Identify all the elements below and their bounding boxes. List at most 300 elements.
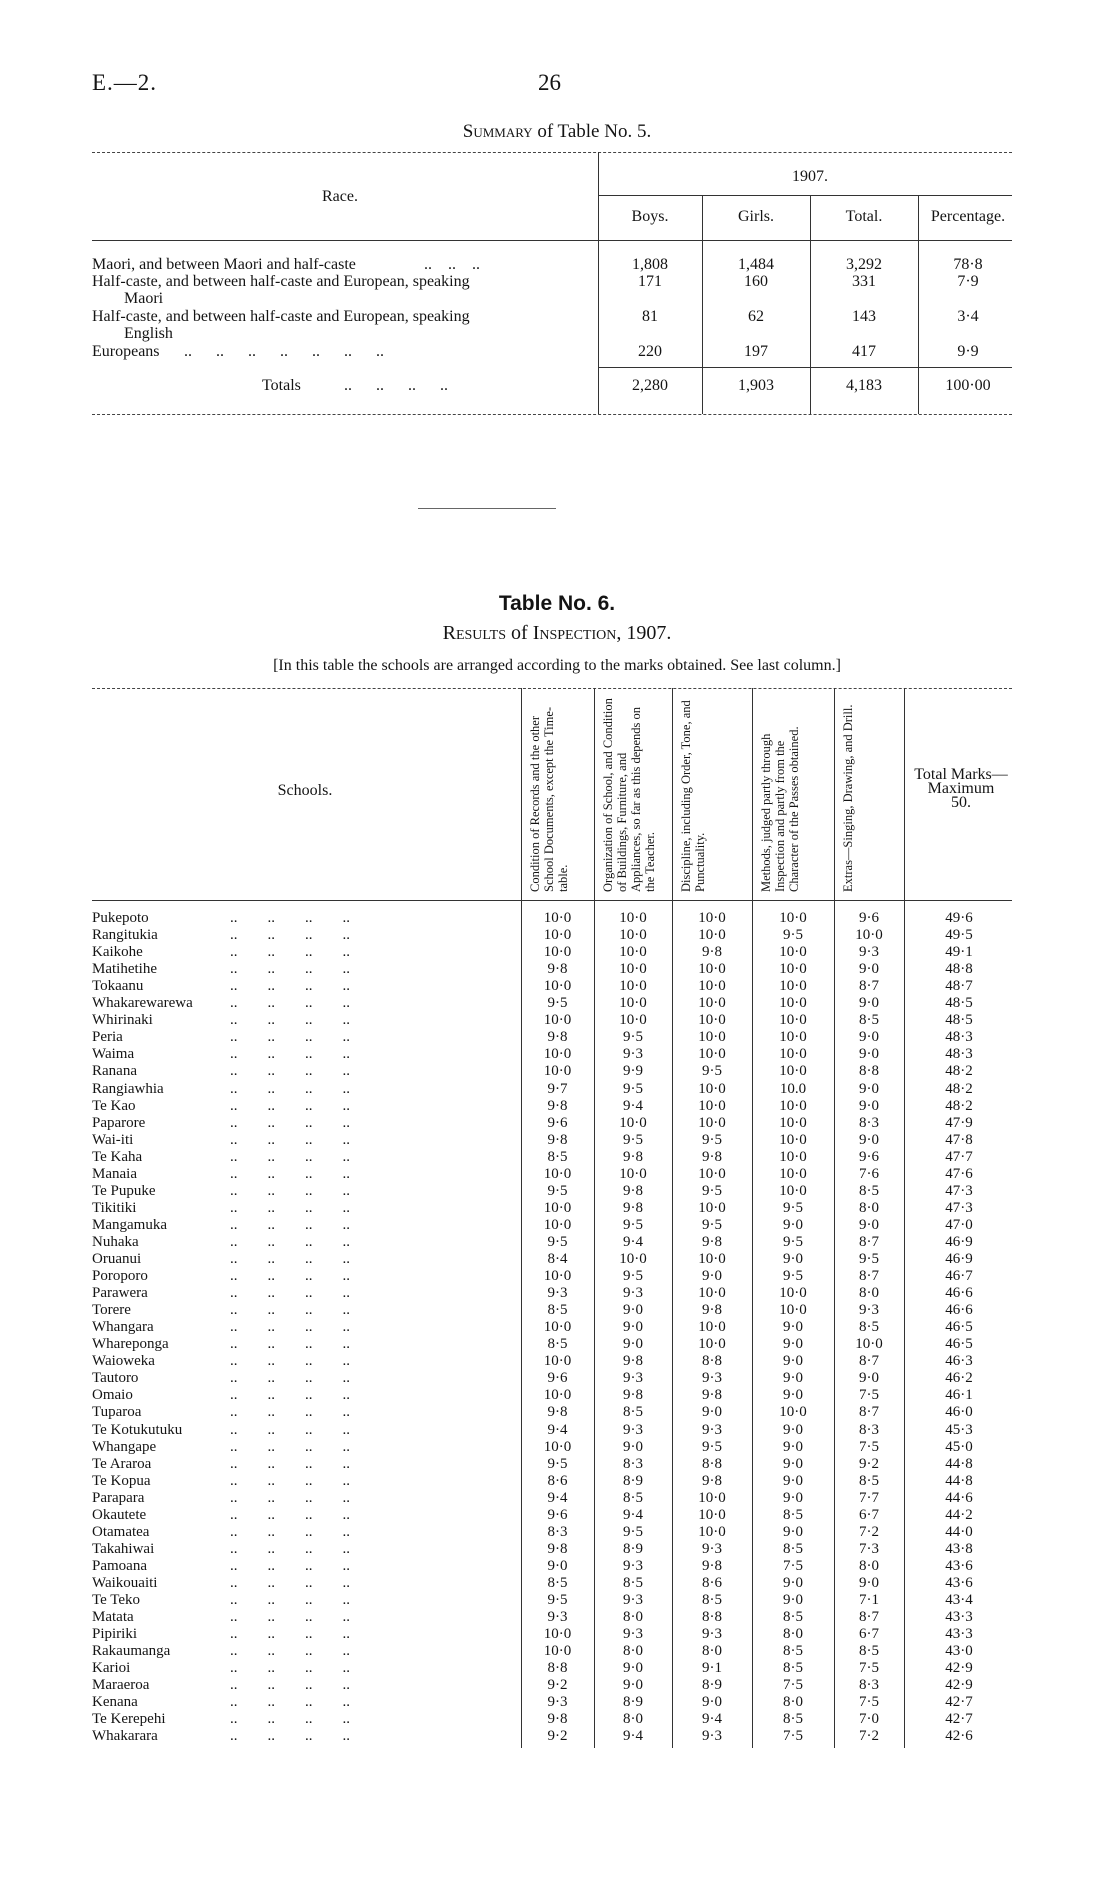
leader-dots: .. .. .. ..	[230, 1557, 350, 1574]
mark-value: 47·9	[945, 1114, 973, 1131]
mark-value: 10·0	[543, 1012, 572, 1029]
table-row	[0, 961, 1114, 978]
mark-value: 10·0	[543, 1353, 572, 1370]
school-name: Peria	[92, 1029, 123, 1046]
table-row	[0, 1251, 1114, 1268]
mark-value: 8·5	[702, 1592, 722, 1608]
mark-value: 48·3	[945, 1046, 973, 1063]
mark-value: 46·9	[945, 1251, 973, 1267]
mark-value: 8·5	[547, 1574, 568, 1591]
table-row	[0, 1268, 1114, 1285]
mark-value: 8·3	[859, 1114, 879, 1131]
mark-value: 10·0	[619, 1251, 647, 1267]
mark-value: 42·9	[945, 1660, 973, 1677]
mark-value: 10·0	[779, 1148, 807, 1165]
table-row	[0, 927, 1114, 944]
mark-value: 9·5	[702, 1063, 722, 1080]
mark-value: 9·0	[702, 1694, 722, 1711]
table6-header-rule	[92, 900, 1012, 901]
school-name: Waioweka	[92, 1353, 155, 1370]
school-name: Kenana	[92, 1694, 138, 1711]
school-name: Te Kaha	[92, 1148, 143, 1165]
mark-value: 48·3	[945, 1029, 973, 1046]
mark-value: 10·0	[543, 1438, 572, 1455]
mark-value: 9·5	[623, 1080, 643, 1097]
mark-value: 42·7	[945, 1694, 973, 1711]
mark-value: 8·0	[783, 1626, 803, 1643]
mark-value: 46·0	[945, 1404, 973, 1421]
mark-value: 8·0	[623, 1643, 643, 1660]
school-name: Ranana	[92, 1063, 137, 1080]
mark-value: 42·6	[945, 1728, 973, 1745]
mark-value: 9·3	[623, 1626, 643, 1643]
school-name: Te Kerepehi	[92, 1711, 166, 1728]
leader-dots: .. .. .. ..	[230, 910, 350, 926]
mark-value: 7·3	[859, 1540, 879, 1557]
table-row	[0, 1575, 1114, 1592]
mark-value: 10·0	[543, 1199, 572, 1216]
mark-value: 9·3	[623, 1285, 643, 1302]
mark-value: 9·0	[783, 1438, 803, 1455]
school-name: Whangape	[92, 1438, 157, 1455]
mark-value: 46·5	[945, 1319, 973, 1336]
mark-value: 8·8	[702, 1609, 722, 1626]
table-row	[0, 1149, 1114, 1166]
school-name: Whakarara	[92, 1728, 158, 1745]
leader-dots: .. .. .. ..	[230, 1319, 350, 1336]
mark-value: 8·5	[547, 1302, 568, 1319]
leader-dots: .. .. .. ..	[230, 1012, 350, 1029]
mark-value: 8·7	[859, 1268, 879, 1285]
mark-value: 9·3	[547, 1609, 568, 1626]
mark-value: 10·0	[779, 1404, 807, 1421]
mark-value: 9·0	[859, 995, 879, 1012]
school-name: Nuhaka	[92, 1233, 139, 1250]
summary-bottom-rule	[92, 414, 1012, 415]
mark-value: 9·5	[547, 995, 568, 1012]
leader-dots: .. .. .. ..	[230, 1216, 350, 1233]
mark-value: 8·3	[547, 1523, 568, 1540]
mark-value: 10·0	[543, 910, 572, 926]
table-row	[0, 1081, 1114, 1098]
mark-value: 8·4	[547, 1251, 568, 1267]
mark-value: 10·0	[698, 1251, 726, 1267]
leader-dots: .. .. .. ..	[230, 1080, 350, 1097]
mark-value: 10·0	[698, 910, 726, 926]
school-name: Whakarewarewa	[92, 995, 193, 1012]
mark-value: 8·3	[859, 1421, 879, 1438]
school-name: Tautoro	[92, 1370, 139, 1387]
mark-value: 10·0	[779, 1182, 807, 1199]
school-name: Paparore	[92, 1114, 146, 1131]
school-name: Rangiawhia	[92, 1080, 164, 1097]
mark-value: 9·5	[547, 1182, 568, 1199]
mark-value: 9·0	[783, 1387, 803, 1404]
table-row	[0, 1098, 1114, 1115]
mark-value: 9·5	[783, 1199, 803, 1216]
mark-value: 47·7	[945, 1148, 973, 1165]
mark-value: 9·8	[547, 1029, 568, 1046]
leader-dots: .. .. .. ..	[230, 1421, 350, 1438]
mark-value: 9·0	[783, 1574, 803, 1591]
leader-dots: .. .. .. ..	[230, 1353, 350, 1370]
mark-value: 9·0	[859, 1216, 879, 1233]
mark-value: 10·0	[698, 1114, 726, 1131]
mark-value: 9·0	[702, 1404, 722, 1421]
mark-value: 9·0	[702, 1268, 722, 1285]
table-row	[0, 1183, 1114, 1200]
leader-dots: .. .. .. ..	[230, 961, 350, 978]
mark-value: 47·8	[945, 1131, 973, 1148]
table6-top-rule	[92, 688, 1012, 689]
mark-value: 8·9	[623, 1540, 643, 1557]
mark-value: 10·0	[698, 927, 726, 944]
mark-value: 9·8	[547, 1097, 568, 1114]
mark-value: 8·5	[623, 1404, 643, 1421]
mark-value: 10·0	[698, 1165, 726, 1182]
mark-value: 10·0	[779, 1114, 807, 1131]
mark-value: 43·8	[945, 1540, 973, 1557]
mark-value: 43·6	[945, 1557, 973, 1574]
summary-title-caps: Summary	[462, 121, 533, 142]
mark-value: 9·3	[623, 1421, 643, 1438]
school-name: Te Pupuke	[92, 1182, 156, 1199]
mark-value: 9·0	[783, 1353, 803, 1370]
mark-value: 9·0	[783, 1216, 803, 1233]
mark-value: 10·0	[543, 1268, 572, 1285]
section-separator	[418, 508, 556, 509]
leader-dots: .. .. .. ..	[230, 1728, 350, 1745]
mark-value: 47·0	[945, 1216, 973, 1233]
mark-value: 10·0	[698, 1319, 726, 1336]
school-name: Takahiwai	[92, 1540, 155, 1557]
mark-value: 9·0	[783, 1472, 803, 1489]
mark-value: 44·0	[945, 1523, 973, 1540]
mark-value: 8·8	[702, 1455, 722, 1472]
mark-value: 10·0	[698, 995, 726, 1012]
mark-value: 10.0	[779, 1080, 807, 1097]
mark-value: 9·8	[547, 961, 568, 978]
table-row	[0, 1285, 1114, 1302]
mark-value: 9·0	[623, 1302, 643, 1319]
mark-value: 10·0	[779, 978, 807, 995]
leader-dots: .. .. .. ..	[230, 1233, 350, 1250]
mark-value: 8·5	[623, 1489, 643, 1506]
mark-value: 10·0	[779, 995, 807, 1012]
mark-value: 9·0	[783, 1370, 803, 1387]
mark-value: 10·0	[619, 1114, 647, 1131]
mark-value: 10·0	[698, 1012, 726, 1029]
mark-value: 9·8	[623, 1199, 643, 1216]
table-row	[0, 1643, 1114, 1660]
leader-dots: .. .. .. ..	[230, 1677, 350, 1694]
school-name: Tuparoa	[92, 1404, 142, 1421]
school-name: Oruanui	[92, 1251, 142, 1267]
mark-value: 49·6	[945, 910, 973, 926]
table-row	[0, 1439, 1114, 1456]
table-row	[0, 1456, 1114, 1473]
mark-value: 7·6	[859, 1165, 879, 1182]
mark-value: 10·0	[855, 927, 883, 944]
mark-value: 10·0	[619, 978, 647, 995]
mark-value: 8·9	[623, 1694, 643, 1711]
school-name: Torere	[92, 1302, 131, 1319]
mark-value: 9·8	[547, 1404, 568, 1421]
mark-value: 9·6	[547, 1114, 568, 1131]
mark-value: 9·8	[623, 1182, 643, 1199]
mark-value: 49·5	[945, 927, 973, 944]
mark-value: 9·3	[859, 944, 879, 961]
leader-dots: .. .. .. ..	[230, 1540, 350, 1557]
mark-value: 9·0	[859, 1574, 879, 1591]
mark-value: 9·3	[702, 1728, 722, 1745]
mark-value: 9·0	[859, 961, 879, 978]
mark-value: 8·5	[783, 1660, 803, 1677]
table-row	[0, 1012, 1114, 1029]
leader-dots: .. .. .. ..	[230, 1472, 350, 1489]
mark-value: 9·2	[859, 1455, 879, 1472]
mark-value: 9·3	[623, 1046, 643, 1063]
mark-value: 10·0	[779, 1131, 807, 1148]
summary-year: 1907.	[792, 168, 828, 185]
leader-dots: .. .. .. ..	[230, 1506, 350, 1523]
school-name: Rangitukia	[92, 927, 158, 944]
table-row	[0, 1029, 1114, 1046]
school-name: Rakaumanga	[92, 1643, 171, 1660]
mark-value: 8·8	[859, 1063, 879, 1080]
mark-value: 9·5	[547, 1233, 568, 1250]
leader-dots: .. .. .. ..	[230, 1609, 350, 1626]
table6-col-extras: Extras—Singing, Drawing, and Drill.	[841, 704, 855, 892]
leader-dots: .. .. .. ..	[230, 1097, 350, 1114]
mark-value: 9·8	[702, 1233, 722, 1250]
mark-value: 9·4	[623, 1097, 643, 1114]
mark-value: 9·3	[702, 1540, 722, 1557]
mark-value: 9·8	[702, 1302, 722, 1319]
table-row	[0, 1541, 1114, 1558]
mark-value: 10·0	[543, 978, 572, 995]
mark-value: 9·0	[623, 1438, 643, 1455]
mark-value: 9·0	[783, 1336, 803, 1353]
leader-dots: .. .. .. ..	[230, 1336, 350, 1353]
report-code: E.—2.	[92, 70, 158, 95]
mark-value: 7·2	[859, 1523, 879, 1540]
table-row	[0, 1217, 1114, 1234]
summary-year-rule	[598, 195, 1012, 196]
mark-value: 10·0	[779, 1029, 807, 1046]
mark-value: 7·1	[859, 1592, 879, 1608]
summary-title	[0, 121, 1114, 143]
mark-value: 8·0	[859, 1557, 879, 1574]
leader-dots: .. .. .. ..	[230, 1285, 350, 1302]
mark-value: 8·8	[547, 1660, 568, 1677]
mark-value: 9·8	[547, 1540, 568, 1557]
mark-value: 9·3	[702, 1421, 722, 1438]
mark-value: 10·0	[619, 995, 647, 1012]
mark-value: 9·6	[859, 1148, 879, 1165]
mark-value: 10·0	[698, 1080, 726, 1097]
table6-col-schools: Schools.	[277, 782, 333, 799]
mark-value: 9·5	[623, 1029, 643, 1046]
school-name: Maraeroa	[92, 1677, 150, 1694]
mark-value: 42·7	[945, 1711, 973, 1728]
mark-value: 9·8	[623, 1387, 643, 1404]
mark-value: 9·0	[547, 1557, 568, 1574]
mark-value: 48·2	[945, 1097, 973, 1114]
school-name: Okautete	[92, 1506, 147, 1523]
mark-value: 44·8	[945, 1455, 973, 1472]
mark-value: 44·8	[945, 1472, 973, 1489]
table-row	[0, 1046, 1114, 1063]
mark-value: 8·5	[859, 1012, 879, 1029]
school-name: Tikitiki	[92, 1199, 137, 1216]
mark-value: 8·0	[623, 1609, 643, 1626]
mark-value: 10·0	[619, 1012, 647, 1029]
mark-value: 43·4	[945, 1592, 973, 1608]
mark-value: 9·5	[623, 1216, 643, 1233]
mark-value: 9·0	[623, 1336, 643, 1353]
mark-value: 10·0	[698, 1029, 726, 1046]
mark-value: 10·0	[543, 1319, 572, 1336]
mark-value: 9·0	[859, 1097, 879, 1114]
mark-value: 9·4	[547, 1489, 568, 1506]
mark-value: 9·3	[702, 1370, 722, 1387]
school-name: Whareponga	[92, 1336, 169, 1353]
mark-value: 10·0	[543, 927, 572, 944]
mark-value: 49·1	[945, 944, 973, 961]
school-name: Matata	[92, 1609, 134, 1626]
mark-value: 43·0	[945, 1643, 973, 1660]
summary-col-boys: Boys.	[631, 208, 669, 225]
table-row	[0, 1490, 1114, 1507]
mark-value: 10·0	[619, 927, 647, 944]
mark-value: 10·0	[698, 1506, 726, 1523]
school-name: Manaia	[92, 1165, 137, 1182]
mark-value: 46·1	[945, 1387, 973, 1404]
leader-dots: .. .. .. ..	[230, 1046, 350, 1063]
mark-value: 9·5	[702, 1182, 722, 1199]
mark-value: 10·0	[779, 1302, 807, 1319]
mark-value: 48·7	[945, 978, 973, 995]
school-name: Pukepoto	[92, 910, 149, 926]
mark-value: 9·0	[623, 1319, 643, 1336]
mark-value: 48·2	[945, 1063, 973, 1080]
leader-dots: .. .. .. ..	[230, 1063, 350, 1080]
mark-value: 10·0	[543, 1216, 572, 1233]
school-name: Parawera	[92, 1285, 148, 1302]
mark-value: 9·4	[702, 1711, 722, 1728]
school-name: Parapara	[92, 1489, 145, 1506]
leader-dots: .. .. .. ..	[230, 1370, 350, 1387]
mark-value: 9·8	[623, 1353, 643, 1370]
mark-value: 48·8	[945, 961, 973, 978]
mark-value: 46·6	[945, 1302, 973, 1319]
mark-value: 8·7	[859, 1233, 879, 1250]
table-row	[0, 1507, 1114, 1524]
table-row	[0, 1677, 1114, 1694]
mark-value: 10·0	[543, 1063, 572, 1080]
mark-value: 8·5	[623, 1574, 643, 1591]
summary-col-total: Total.	[845, 208, 883, 225]
leader-dots: .. .. .. ..	[230, 1660, 350, 1677]
school-name: Te Kopua	[92, 1472, 151, 1489]
mark-value: 9·0	[783, 1251, 803, 1267]
mark-value: 9·5	[702, 1216, 722, 1233]
mark-value: 46·5	[945, 1336, 973, 1353]
mark-value: 8·0	[859, 1199, 879, 1216]
mark-value: 46·3	[945, 1353, 973, 1370]
mark-value: 9·5	[702, 1131, 722, 1148]
mark-value: 9·0	[783, 1592, 803, 1608]
table-row	[0, 1609, 1114, 1626]
mark-value: 9·8	[702, 944, 722, 961]
mark-value: 9·3	[547, 1694, 568, 1711]
leader-dots: .. .. .. ..	[230, 1302, 350, 1319]
mark-value: 9·0	[623, 1660, 643, 1677]
mark-value: 9·0	[859, 1370, 879, 1387]
mark-value: 10·0	[855, 1336, 883, 1353]
mark-value: 44·2	[945, 1506, 973, 1523]
mark-value: 43·3	[945, 1609, 973, 1626]
table-row	[0, 1353, 1114, 1370]
mark-value: 7·5	[859, 1694, 879, 1711]
mark-value: 9·5	[547, 1592, 568, 1608]
summary-col-race: Race.	[322, 188, 358, 205]
mark-value: 45·3	[945, 1421, 973, 1438]
leader-dots: .. .. .. ..	[230, 1592, 350, 1608]
table-row	[0, 1200, 1114, 1217]
school-name: Te Teko	[92, 1592, 141, 1608]
summary-title-rest: of Table No. 5.	[537, 121, 652, 142]
mark-value: 9·5	[623, 1268, 643, 1285]
mark-value: 10·0	[698, 1336, 726, 1353]
summary-top-rule	[92, 152, 1012, 153]
summary-col-girls: Girls.	[738, 208, 774, 225]
mark-value: 8·5	[547, 1336, 568, 1353]
school-name: Tokaanu	[92, 978, 144, 995]
leader-dots: .. .. .. ..	[230, 1165, 350, 1182]
mark-value: 10·0	[779, 1165, 807, 1182]
mark-value: 9·8	[547, 1711, 568, 1728]
table6-note: [In this table the schools are arranged according to the marks obtained. See last column.]	[273, 657, 841, 674]
mark-value: 8·5	[859, 1643, 879, 1660]
table-row	[0, 1115, 1114, 1132]
mark-value: 8·5	[783, 1540, 803, 1557]
mark-value: 9·5	[623, 1523, 643, 1540]
mark-value: 9·4	[623, 1728, 643, 1745]
table-row	[0, 944, 1114, 961]
school-name: Mangamuka	[92, 1216, 167, 1233]
summary-col-percentage: Percentage.	[930, 208, 1006, 225]
mark-value: 10·0	[779, 910, 807, 926]
school-name: Poroporo	[92, 1268, 148, 1285]
mark-value: 9·5	[783, 927, 803, 944]
mark-value: 8·5	[859, 1472, 879, 1489]
mark-value: 9·4	[623, 1233, 643, 1250]
mark-value: 9·3	[623, 1557, 643, 1574]
mark-value: 9·0	[783, 1455, 803, 1472]
leader-dots: .. .. .. ..	[230, 1438, 350, 1455]
mark-value: 9·4	[623, 1506, 643, 1523]
leader-dots: .. .. .. ..	[230, 1199, 350, 1216]
mark-value: 10·0	[698, 1489, 726, 1506]
mark-value: 7·2	[859, 1728, 879, 1745]
table-row	[0, 1336, 1114, 1353]
mark-value: 10·0	[543, 1165, 572, 1182]
mark-value: 8·5	[783, 1506, 803, 1523]
mark-value: 8·7	[859, 1353, 879, 1370]
summary-header-rule	[92, 240, 1012, 241]
